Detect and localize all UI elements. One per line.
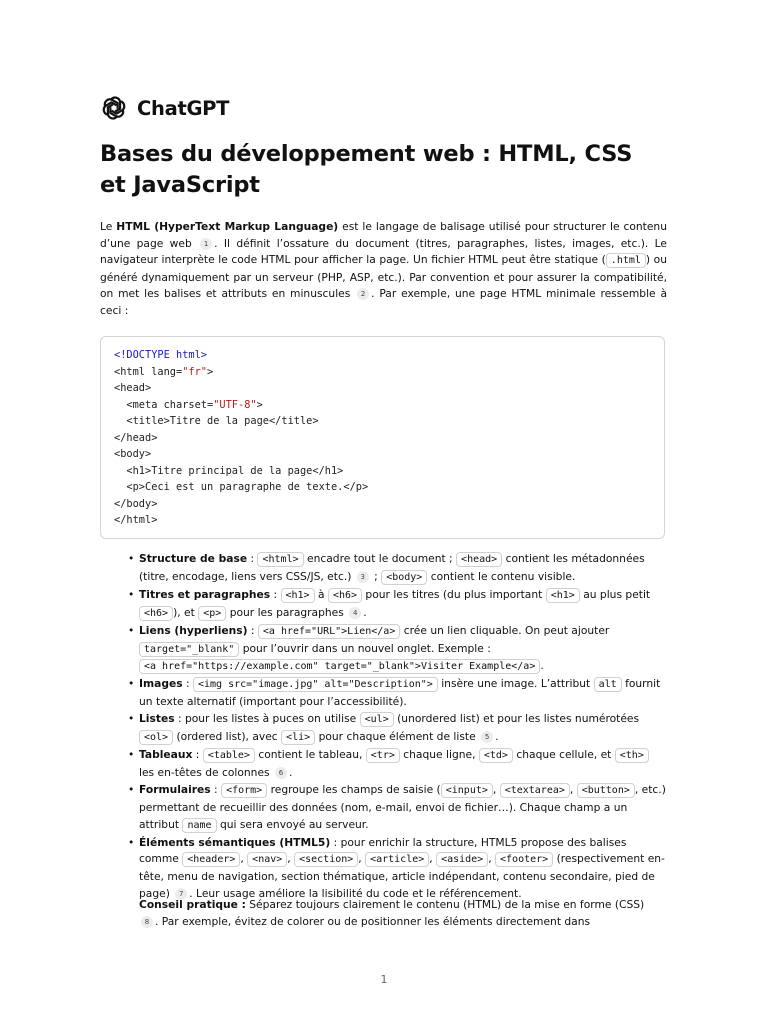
inline-code: <img src="image.jpg" alt="Description"> [193, 677, 438, 692]
code-line: <title>Titre de la page</title> [114, 415, 319, 427]
code-line: </body> [114, 497, 158, 510]
footnote-ref[interactable]: 2 [357, 288, 369, 300]
code-block [100, 336, 665, 539]
code-string: "fr" [182, 365, 208, 378]
page-number: 1 [380, 973, 388, 986]
code-string: "UTF-8" [213, 398, 257, 411]
footnote-ref[interactable]: 7 [175, 888, 187, 900]
inline-code: <nav> [247, 852, 287, 867]
inline-code: <table> [203, 748, 255, 763]
bold-text: Liens (hyperliens) [139, 623, 248, 637]
footnote-ref[interactable]: 5 [481, 731, 493, 743]
inline-code: <h1> [281, 588, 315, 603]
list-item: • Tableaux : <table> contient le tableau, <tr> chaque ligne, <td> chaque cellule, et <th> les en-têtes de colonnes 6 . [127, 747, 667, 782]
code-line: <h1>Titre principal de la page</h1> [114, 464, 344, 477]
inline-code: <ul> [360, 712, 394, 727]
code-line: <meta charset="UTF-8"> [114, 398, 263, 411]
bold-text: Conseil pratique : [139, 898, 246, 911]
list-item: • Titres et paragraphes : <h1> à <h6> pour les titres (du plus important <h1> au plus petit <h6> ), et <p> pour les paragraphes 4 . [127, 587, 667, 623]
inline-code: <ol> [139, 730, 173, 745]
list-item: • Formulaires : <form> regroupe les champs de saisie ( <input> , <textarea> , <button> , etc.) permettant de recueillir des données (nom, e-mail, envoi de fichier…). Chaque champ a un attribut name qui sera envoyé au serveur. [127, 782, 667, 835]
intro-paragraph: Le HTML (HyperText Markup Language) est le langage de balisage utilisé pour structurer le contenu d’une page web 1 . Il définit l’ossature du document (titres, paragraphes, listes, images, etc.). Le navigateur interprète le code HTML pour afficher la page. Un fichier HTML peut être statique ( .html ) ou généré dynamiquement par un serveur (PHP, ASP, etc.). Par convention et pour assurer la compatibilité, on met les balises et attributs en minuscules 2 . Par exemple, une page HTML minimale ressemble à ceci : [100, 220, 667, 317]
inline-code: <tr> [366, 748, 400, 763]
inline-code: <header> [182, 852, 240, 867]
inline-code: .html [606, 253, 646, 268]
inline-code: <h6> [328, 588, 362, 603]
inline-code: <li> [281, 730, 315, 745]
inline-code: <h1> [546, 588, 580, 603]
footnote-ref[interactable]: 6 [275, 767, 287, 779]
code-line: </html> [114, 514, 158, 526]
code-example [114, 347, 368, 529]
footnote-ref[interactable]: 3 [357, 571, 369, 583]
inline-code: <input> [441, 783, 493, 798]
footnote-ref[interactable]: 8 [141, 916, 153, 928]
footnote-ref[interactable]: 1 [200, 238, 212, 250]
inline-code: name [182, 818, 216, 833]
list-item: • Images : <img src="image.jpg" alt="Description"> insère une image. L’attribut alt fournit un texte alternatif (important pour l’accessibilité). [127, 676, 667, 711]
list-item: • Listes : pour les listes à puces on utilise <ul> (unordered list) et pour les listes numérotées <ol> (ordered list), avec <li> pour chaque élément de liste 5 . [127, 711, 667, 747]
practical-tip: Conseil pratique : Séparez toujours clairement le contenu (HTML) de la mise en forme (CSS) 8 . Par exemple, évitez de colorer ou de positionner les éléments directement dans [139, 898, 645, 928]
list-item: • Liens (hyperliens) : <a href="URL">Lien</a> crée un lien cliquable. On peut ajouter target="_blank" pour l’ouvrir dans un nouvel onglet. Exemple : <a href="https://example.com" target="_blank">Visiter Example</a> . [127, 623, 667, 677]
inline-code: <textarea> [500, 783, 570, 798]
openai-logo-icon [100, 94, 128, 122]
inline-code: <footer> [495, 852, 553, 867]
code-line: <p>Ceci est un paragraphe de texte.</p> [114, 481, 369, 493]
bold-text: Éléments sémantiques (HTML5) [139, 835, 331, 849]
inline-code: <aside> [436, 852, 488, 867]
bold-text: Structure de base [139, 552, 248, 565]
inline-code: <body> [381, 570, 427, 585]
list-item: • Éléments sémantiques (HTML5) : pour enrichir la structure, HTML5 propose des balises comme <header> , <nav> , <section> , <article> , <aside> , <footer> (respectivement en-tête, menu de navigation, section thématique, article indépendant, contenu secondaire, pied de page) 7 . Leur usage améliore la lisibilité du code et le référencement. [127, 835, 667, 904]
inline-code: <html> [257, 552, 303, 567]
inline-code: <section> [294, 852, 358, 867]
bold-text: Images [139, 677, 183, 691]
inline-code: <button> [577, 783, 635, 798]
code-line [114, 349, 207, 361]
code-keyword: <!DOCTYPE html> [114, 349, 207, 361]
inline-code: alt [594, 677, 622, 692]
inline-code: <td> [479, 748, 513, 763]
bold-text: Formulaires [139, 782, 211, 796]
code-line: <body> [114, 448, 152, 460]
code-line: </head> [114, 431, 158, 444]
footnote-ref[interactable]: 4 [349, 607, 361, 619]
inline-code: target="_blank" [139, 642, 239, 657]
inline-code: <a href="URL">Lien</a> [258, 624, 400, 639]
code-line: <html lang="fr"> [114, 365, 214, 378]
bold-text: HTML (HyperText Markup Language) [116, 220, 339, 233]
code-line: <head> [114, 382, 152, 394]
inline-code: <th> [615, 748, 649, 763]
brand-name: ChatGPT [137, 96, 230, 120]
inline-code: <h6> [139, 606, 173, 621]
bold-text: Titres et paragraphes [139, 587, 271, 601]
inline-code: <head> [456, 552, 502, 567]
inline-code: <a href="https://example.com" target="_blank">Visiter Example</a> [139, 659, 540, 674]
html-elements-list [127, 551, 667, 903]
inline-code: <p> [198, 606, 226, 621]
bold-text: Tableaux [139, 747, 193, 761]
list-item: • Structure de base : <html> encadre tout le document ; <head> contient les métadonnées (titre, encodage, liens vers CSS/JS, etc.) 3 ; <body> contient le contenu visible. [127, 551, 667, 587]
inline-code: <form> [221, 783, 267, 798]
bold-text: Listes [139, 712, 175, 726]
document-title: Bases du développement web : HTML, CSS et JavaScript [100, 141, 633, 198]
brand-logo [100, 94, 229, 122]
inline-code: <article> [365, 852, 429, 867]
